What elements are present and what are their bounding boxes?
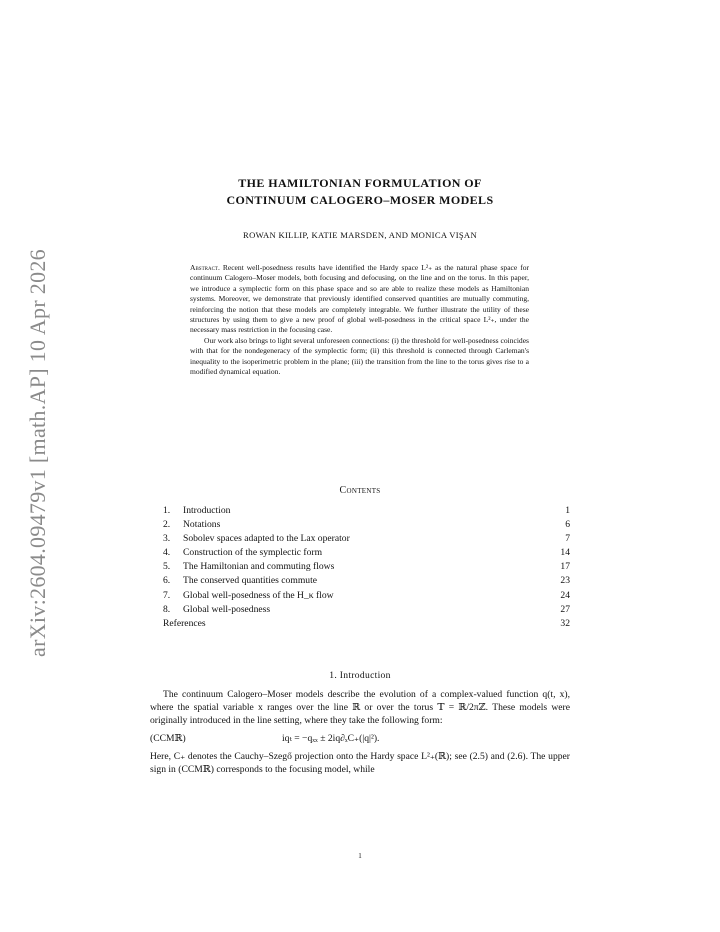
table-of-contents: [163, 504, 570, 631]
body-paragraph-2: Here, C₊ denotes the Cauchy–Szegő projection onto the Hardy space L²₊(ℝ); see (2.5) and (2.6). The upper sign in (CCMℝ) corresponds to the focusing model, while: [150, 750, 570, 775]
toc-row[interactable]: 8. Global well-posedness 27: [163, 603, 570, 615]
body-paragraph-1: The continuum Calogero–Moser models describe the evolution of a complex-valued function q(t, x), where the spatial variable x ranges over the line ℝ or over the torus 𝕋 = ℝ/2πℤ. These models were originally introduced in the line setting, where they take the following form:: [150, 689, 570, 727]
authors: ROWAN KILLIP, KATIE MARSDEN, AND MONICA VIŞAN: [243, 230, 477, 240]
equation-label: (CCMℝ): [150, 732, 186, 744]
contents-heading: Contents: [339, 485, 381, 496]
arxiv-stamp: arXiv:2604.09479v1 [math.AP] 10 Apr 2026: [25, 249, 50, 657]
section-body: [150, 688, 570, 776]
toc-row[interactable]: References 32: [163, 617, 570, 629]
equation: iqₜ = −qₓₓ ± 2iq∂ₓC₊(|q|²).: [282, 732, 380, 744]
toc-row[interactable]: 1. Introduction 1: [163, 505, 570, 516]
toc-row[interactable]: 7. Global well-posedness of the H_κ flow 24: [163, 589, 570, 601]
paper-title: [160, 175, 560, 209]
toc-row[interactable]: 2. Notations 6: [163, 519, 570, 531]
page-number: 1: [358, 852, 362, 860]
display-equation: [150, 729, 570, 749]
abstract-paragraph-2: Our work also brings to light several unforeseen connections: (i) the threshold for well-posedness coincides with that for the nondegeneracy of the symplectic form; (ii) this threshold is connected through Carleman's inequality to the isoperimetric problem in the plane; (iii) the transition from the line to the torus gives rise to a modified dynamical equation.: [190, 335, 529, 377]
abstract: [190, 263, 529, 377]
toc-row[interactable]: 3. Sobolev spaces adapted to the Lax operator 7: [163, 533, 570, 545]
toc-row[interactable]: 5. The Hamiltonian and commuting flows 17: [163, 561, 570, 573]
abstract-label: Abstract.: [190, 263, 220, 272]
toc-row[interactable]: 4. Construction of the symplectic form 14: [163, 547, 570, 559]
section-heading: 1. Introduction: [329, 670, 391, 681]
toc-row[interactable]: 6. The conserved quantities commute 23: [163, 575, 570, 587]
abstract-paragraph-1: Abstract. Recent well-posedness results have identified the Hardy space L²₊ as the natural phase space for continuum Calogero–Moser models, both focusing and defocusing, on the line and on the torus. In this paper, we introduce a symplectic form on this phase space and so are able to realize these models as Hamiltonian systems. Moreover, we demonstrate that previously identified conserved quantities are mutually commuting, reinforcing the notion that these models are completely integrable. We further illustrate the utility of these structures by using them to give a new proof of global well-posedness in the critical space L²₊, under the necessary mass restriction in the focusing case.: [190, 263, 530, 335]
title-line-1: THE HAMILTONIAN FORMULATION OF: [238, 176, 482, 190]
title-line-2: CONTINUUM CALOGERO–MOSER MODELS: [226, 193, 494, 207]
